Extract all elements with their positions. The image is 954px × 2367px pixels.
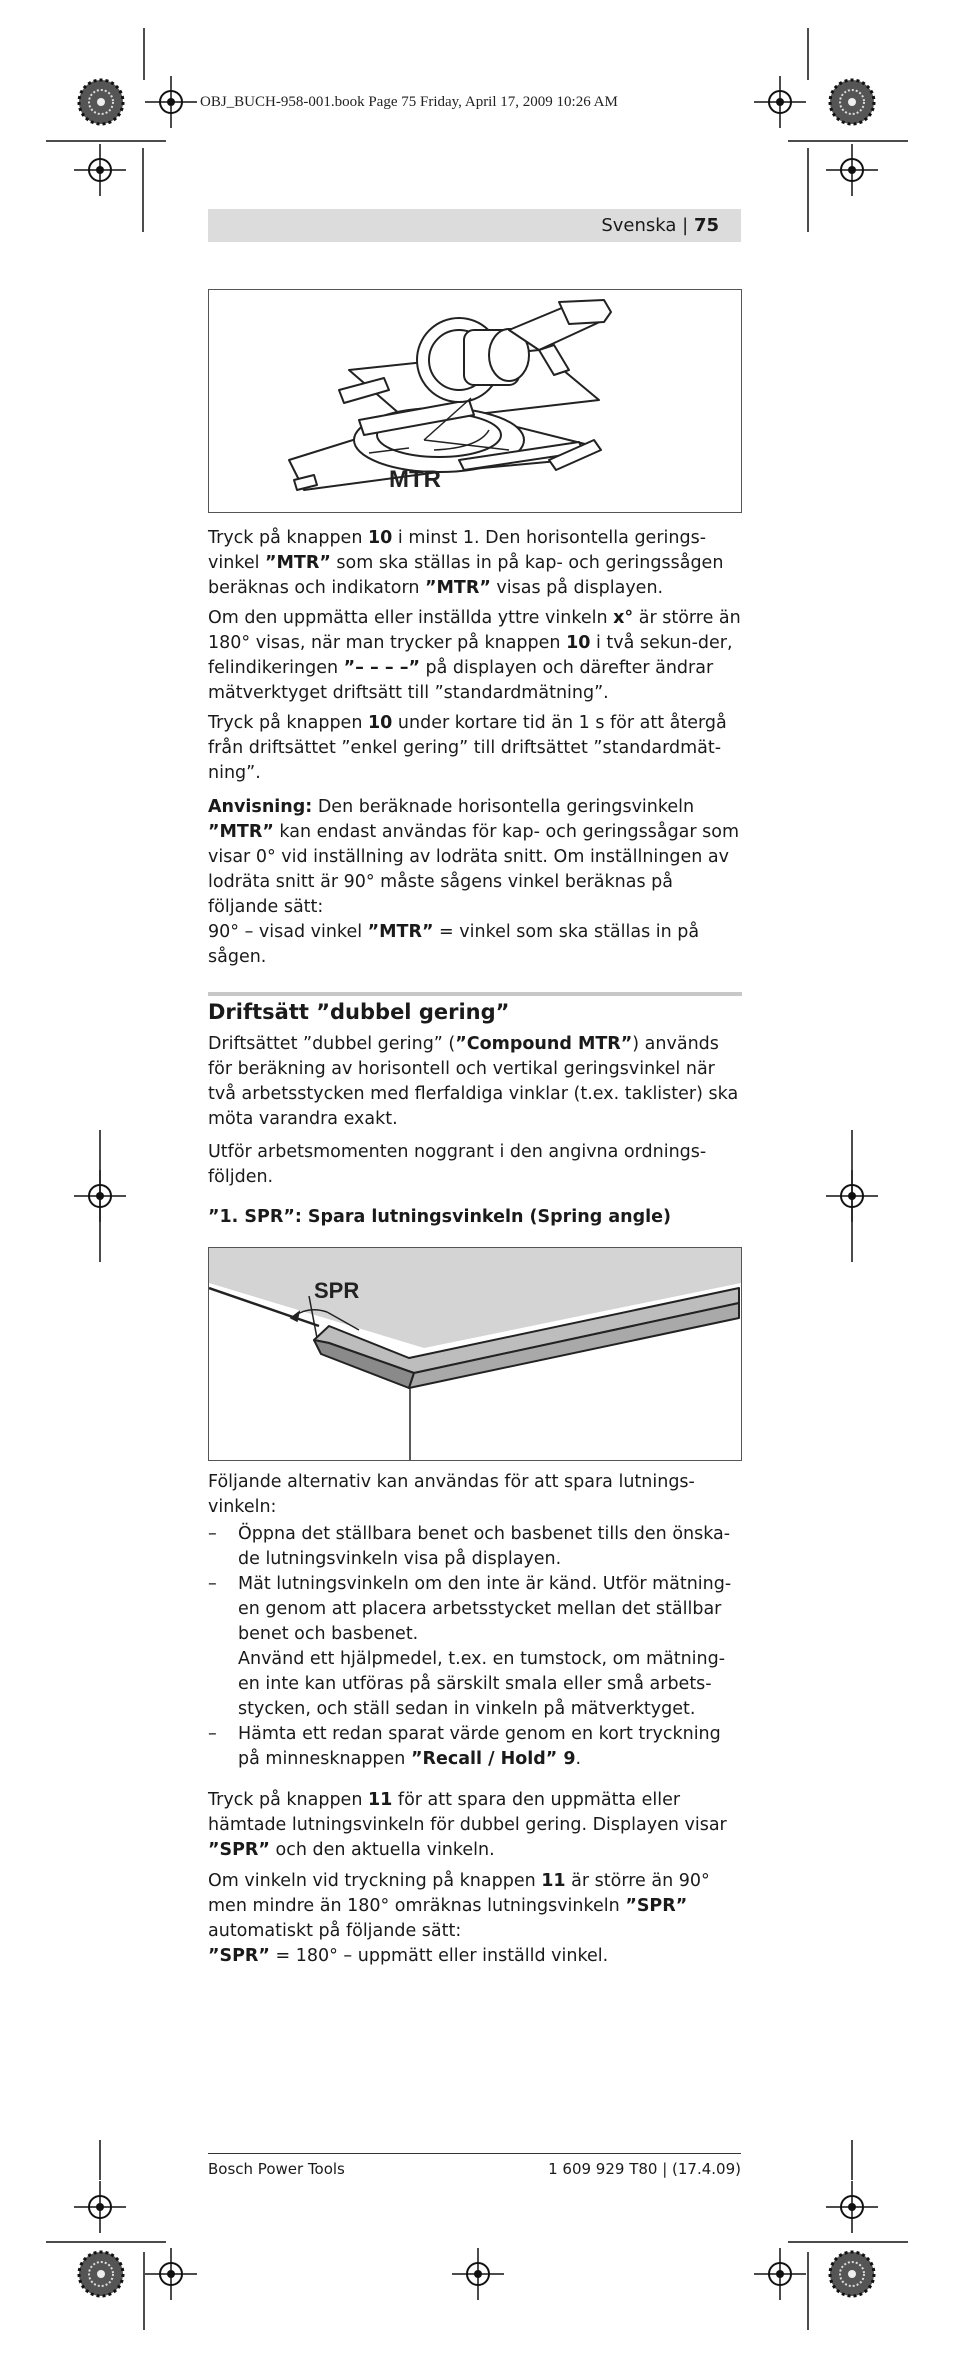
- header-language: Svenska: [601, 215, 677, 236]
- paragraph-mtr-intro: Tryck på knappen 10 i minst 1. Den horisontella gerings-vinkel ”MTR” som ska ställas in på kap- och geringssågen beräknas och indikatorn ”MTR” visas på displayen.: [208, 528, 724, 598]
- paragraph-angle-error: Om den uppmätta eller inställda yttre vinkeln x° är större än 180° visas, när man trycker på knappen 10 i två sekun-der, felindikeringen ”– – – –” på displayen och därefter ändrar mätverktyget driftsätt till ”standardmätning”.: [208, 608, 741, 703]
- footer-doc-number: 1 609 929 T80 | (17.4.09): [548, 2160, 741, 2178]
- paragraph-compound-intro: Driftsättet ”dubbel gering” (”Compound MTR”) används för beräkning av horisontell och vertikal geringsvinkel när två arbetsstycken med flerfaldiga vinklar (t.ex. taklister) ska möta varandra exakt.: [208, 1034, 739, 1129]
- paragraph-save-spr: Tryck på knappen 11 för att spara den uppmätta eller hämtade lutningsvinkeln för dubbel gering. Displayen visar ”SPR” och den aktuella vinkeln.: [208, 1790, 727, 1860]
- star-target-bottom-right: [830, 2252, 874, 2296]
- section-divider: [208, 992, 742, 996]
- figure-crown-molding: [208, 1247, 742, 1461]
- footer-divider: [208, 2153, 741, 2154]
- figure-miter-saw: [208, 289, 742, 513]
- figure-spr-label: SPR: [314, 1278, 360, 1303]
- star-target-top-left: [79, 80, 123, 124]
- figure-mtr-label: MTR: [389, 466, 441, 493]
- paragraph-return-mode: Tryck på knappen 10 under kortare tid än 1 s för att återgå från driftsättet ”enkel gering” till driftsättet ”standardmät-ning”.: [208, 713, 727, 783]
- header-text: [601, 215, 719, 236]
- page-header: [208, 209, 741, 242]
- paragraph-order-note: Utför arbetsmomenten noggrant i den angivna ordnings-följden.: [208, 1142, 707, 1187]
- list-item: – Mät lutningsvinkeln om den inte är känd. Utför mätning-en genom att placera arbetsstycket mellan det ställbar benet och basbenet. Använd ett hjälpmedel, t.ex. en tumstock, om mätning-en inte kan utföras på särskilt smala eller små arbets-stycken, och ställ sedan in vinkeln på mätverktyget.: [208, 1574, 732, 1719]
- list-item: – Hämta ett redan sparat värde genom en kort tryckning på minnesknappen ”Recall / Hold” 9.: [208, 1724, 721, 1769]
- miter-saw-illustration: [209, 290, 741, 512]
- paragraph-spr-options: Följande alternativ kan användas för att spara lutnings-vinkeln:: [208, 1472, 695, 1517]
- subhead-spr: ”1. SPR”: Spara lutningsvinkeln (Spring angle): [208, 1207, 672, 1227]
- paragraph-spr-conversion: Om vinkeln vid tryckning på knappen 11 är större än 90° men mindre än 180° omräknas lutningsvinkeln ”SPR” automatiskt på följande sätt: ”SPR” = 180° – uppmätt eller inställd vinkel.: [208, 1871, 710, 1966]
- star-target-bottom-left: [79, 2252, 123, 2296]
- section-title: Driftsätt ”dubbel gering”: [208, 1000, 510, 1024]
- footer-brand: Bosch Power Tools: [208, 2160, 345, 2178]
- print-info: OBJ_BUCH-958-001.book Page 75 Friday, April 17, 2009 10:26 AM: [200, 94, 618, 110]
- crown-molding-illustration: [209, 1248, 741, 1460]
- list-item: – Öppna det ställbara benet och basbenet tills den önska-de lutningsvinkeln visa på displayen.: [208, 1524, 731, 1569]
- star-target-top-right: [830, 80, 874, 124]
- paragraph-note: Anvisning: Den beräknade horisontella geringsvinkeln ”MTR” kan endast användas för kap- och geringssågar som visar 0° vid inställning av lodräta snitt. Om inställningen av lodräta snitt är 90° måste sågens vinkel beräknas på följande sätt: 90° – visad vinkel ”MTR” = vinkel som ska ställas in på sågen.: [208, 797, 740, 967]
- header-separator: |: [676, 215, 694, 236]
- page-number: 75: [693, 215, 719, 236]
- options-list: [208, 1522, 742, 1772]
